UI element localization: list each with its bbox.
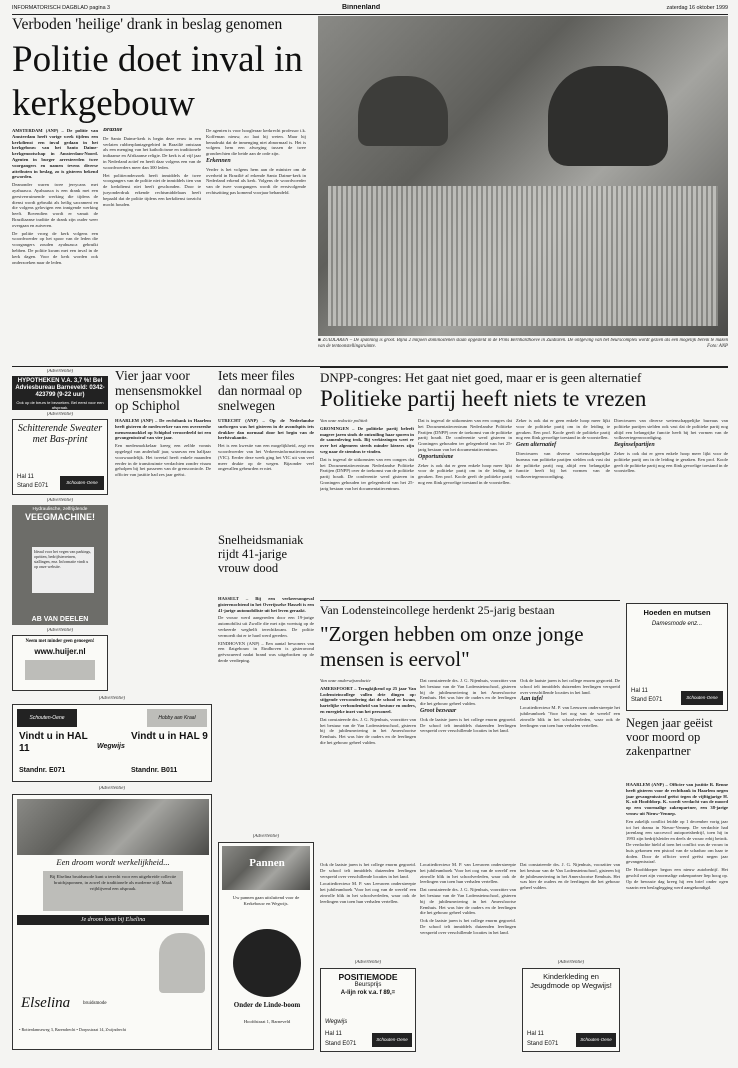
lead-body-2: De politie vroeg de kerk volgens een woordvoerder op het spoor van de leden die voorgangers zouden ayahuasca gebruikt hebben. De politie kwam met een inval in de kerk dagen. Voor de kerk worden ook onderzoeken naar de leden.	[12, 230, 98, 265]
dnpp-col-1	[320, 418, 414, 598]
schiphol-text: Een medesmokkelaar kreeg een zelfde vonnis opgelegd van anderhalf jaar, waarvan een halfjaar voorwaardelijk. Het tweetal heeft enkele maanden eerder in de transitruimte verdachten zonder visum geholpen bij het passeren van de grenscontrole. De officier van justitie had zes jaar geëist.	[115, 443, 211, 478]
dnpp-body-f: Directeuren van diverse wetenschappelijke bureaus van politieke partijen stelden ook vast dat de politieke partij nog altijd een belangrijke functie heeft bij het vormen van de volksvertegenwoordiging.	[614, 418, 728, 441]
dnpp-top-rule	[320, 367, 728, 368]
kinder-hal: Hal 11	[527, 1031, 544, 1037]
vegma-title: VEEGMACHINE!	[24, 512, 95, 522]
pannen-text: Uw pannen gaan uitsluitend voor de Kerkebouw en Wegwijs.	[232, 895, 300, 906]
lead-col-1	[12, 128, 98, 360]
hal11-text: Vindt u in HAL 11	[19, 731, 88, 754]
lodenstein-body-b: Dat constateerde drs. J. G. Nijenhuis, voorzitter van het bestuur van de Van Lodensteinschool, gisteren bij de jubileumviering in het Amersfoortse Eemhuis. Het was hier de ouders en de leerlingen die het gebouw geheel vulden.	[420, 678, 516, 707]
sweater-ad	[12, 419, 108, 495]
lead-subhead-erkennen: Erkennen	[206, 157, 231, 164]
positie-logo: Schouten-Oene	[372, 1033, 412, 1047]
elselina-text: Bij Elselina bruidsmode kunt u terecht voor een uitgebreide collectie bruidsjaponnen, in zowel de traditionele als moderne stijl. Maak vrijblijvend een afspraak.	[43, 871, 183, 911]
hal-ad	[12, 704, 212, 782]
lead-body-1: Deanonder waren twee jerrycans met ayahuasca. Ayahuasca is een drank met een geestverruimende werking die tijdens de dienst wordt gebruikt als heilig sacrament en die volgens gelovigen een innigende werking heeft. Bovendien wordt er vanuit de Braziliaanse traditie de drank zijn ouder weer overgaan en zuiveren.	[12, 182, 98, 228]
hal-ad-wegwijs: Wegwijs	[97, 743, 125, 750]
hypotheken-sub: Ook op de beurs te bezoeken. Bel eerst voor een afspraak.	[16, 400, 104, 410]
hal11-stand: Standnr. E071	[19, 767, 66, 774]
snelheid-body	[218, 596, 314, 746]
lodenstein-body-d: Ook de laatste jaren is het college enorm gegroeid. De school telt inmiddels duizenden leerlingen verspreid over verschillende locaties in het land.	[520, 678, 620, 695]
dnpp-body-e: Directeuren van diverse wetenschappelijke bureaus van politieke partijen stelden ook vast dat de politieke partij nog altijd een belangrijke functie heeft bij het vormen van de volksvertegenwoordiging.	[516, 450, 610, 480]
dnpp-subhead-begin: Beginselpartijen	[614, 442, 655, 449]
lead-col-3	[206, 128, 306, 360]
positie-title: POSITIEMODE	[338, 972, 398, 982]
sweater-hal: Hal 11	[17, 474, 34, 480]
lodenstein-intro: AMERSFOORT – Terugkijkend op 25 jaar Van Lodensteincollege vallen drie dingen op: stijgende verwondering dat de school er kwam, hartelijke verbondenheid van bestuur en ouders, en energieke inzet van het personeel.	[320, 685, 416, 714]
lodenstein-col-3	[520, 678, 620, 858]
dnpp-col-2	[418, 418, 512, 598]
lodenstein-body-e: Locatiedirecteur M. P. van Leeuwen onderstreepte het jubileumboek 'Voor het oog van de wereld' een zinvolle blik in het schoolverleden, waar ook de leerlingen van toen hun verhalen vertellen.	[520, 705, 620, 728]
huijer-line: Neem met minder geen genoegen!	[25, 639, 95, 644]
lodenstein-body: Dat constateerde drs. J. G. Nijenhuis, voorzitter van het bestuur van de Van Lodensteinschool, gisteren bij de jubileumviering in het Amersfoortse Eemhuis. Het was hier de ouders en de leerlingen die het gebouw geheel vulden.	[320, 716, 416, 745]
dnpp-subhead-opp: Opportunisme	[418, 453, 454, 460]
elselina-ad	[12, 794, 212, 1050]
lodenstein-col-3-cont	[520, 862, 620, 956]
lodenstein-body-h: Ook de laatste jaren is het college enorm gegroeid. De school telt inmiddels duizenden leerlingen verspreid over verschillende locaties in het land.	[420, 918, 516, 935]
domino-photo	[318, 16, 728, 336]
zakenpartner-text: Een zakelijk conflict leidde op 1 december vorig jaar tot het drama in Nieuw-Vennep. De verdachte had jarenlang een succesvol autopoetsbedrijf, toen hij in 1993 zijn bedrijfsleider en deels de vrouw erbij betrok. De verdachte hield al toen het conflict was de vrouw in huis gekomen een pistool van de schaduw om haar te doden. Door de officier werd geëist negen jaar gevangenisstraf.	[626, 818, 728, 865]
lodenstein-body-i: Ook de laatste jaren is het college enorm gegroeid. De school telt inmiddels duizenden leerlingen verspreid over verschillende locaties in het land.	[320, 862, 416, 879]
lead-headline: Politie doet inval in kerkgebouw	[12, 39, 303, 124]
pannen-title: Pannen	[249, 857, 285, 869]
pannen-logo	[233, 929, 301, 997]
hoeden-logo: Schouten-Oene	[681, 691, 723, 705]
kinder-ad	[522, 968, 620, 1052]
positie-hal: Hal 11	[325, 1031, 342, 1037]
vegma-brand: AB VAN DEELEN	[31, 616, 89, 623]
files-intro: UTRECHT (ANP) – Op de Nederlandse snelwegen was het gisteren in de avondspits iets drukker dan normaal door het begin van de herfstvakantie.	[218, 418, 314, 441]
section-title: Binnenland	[342, 4, 381, 11]
hal9-stand: Standnr. B011	[131, 767, 178, 774]
caption-marker: ■	[318, 338, 323, 343]
files-headline: Iets meer files dan normaal op snelwegen	[218, 368, 302, 413]
eindhoven-brief: EINDHOVEN (ANP) – Een aantal bewoners van een flatgebouw in Eindhoven is gisteravond geëvacueerd nadat brand was uitgebroken op de derde verdieping.	[218, 640, 314, 663]
ad-label: (Advertentie)	[98, 696, 126, 701]
hypotheken-ad	[12, 376, 108, 410]
lodenstein-subhead-tafel: Aan tafel	[520, 696, 543, 703]
huijer-web: www.huijer.nl	[34, 647, 86, 656]
lead-col-2	[103, 128, 201, 360]
lodenstein-body-g: Dat constateerde drs. J. G. Nijenhuis, voorzitter van het bestuur van de Van Lodensteinschool, gisteren bij de jubileumviering in het Amersfoortse Eemhuis. Het was hier de ouders en de leerlingen die het gebouw geheel vulden.	[420, 887, 516, 916]
vegma-ad	[12, 505, 108, 625]
photo-caption	[318, 338, 728, 362]
kinder-logo: Schouten-Oene	[576, 1033, 616, 1047]
hoeden-ad	[626, 603, 728, 711]
lodenstein-body-k: Dat constateerde drs. J. G. Nijenhuis, voorzitter van het bestuur van de Van Lodensteinschool, gisteren bij de jubileumviering in het Amersfoortse Eemhuis. Het was hier de ouders en de leerlingen die het gebouw geheel vulden.	[520, 862, 620, 891]
huijer-ad	[12, 635, 108, 691]
pannen-brand: Onder de Linde-boom	[233, 1001, 301, 1009]
dnpp-col-3	[516, 418, 610, 598]
lodenstein-col-2	[420, 678, 516, 858]
dnpp-body-g: Zeker is ook dat er geen enkele hoop meer lijkt voor de politieke partij om in de leiding te geraken. Een prof. Koole geeft de politieke partij nog een flink gevoelige toestand in de voorstellen.	[614, 450, 728, 474]
lodenstein-kicker: Van Lodensteincollege herdenkt 25-jarig bestaan	[320, 603, 555, 617]
elselina-tag: Je droom komt bij Elselina	[17, 915, 209, 925]
dnpp-body: Dat is ingeval de uitkomsten van een congres dat het Documentatiecentrum Nederlandse Politieke Partijen (DNPP) over de toekomst van de politieke partij houdt. De conferentie werd gisteren in Groningen gehouden ter gelegenheid van het 25-jarig bestaan van het documentatiecentrum.	[320, 456, 414, 491]
hal9-text: Vindt u in HAL 9	[131, 731, 208, 742]
vegma-text: Ideaal voor het vegen van parkings, opritten, bedrijfsterreinen, stallingen, enz. Informatie vindt u op onze website.	[32, 547, 94, 593]
snelheid-headline: Snelheidsmaniak rijdt 41-jarige vrouw dood	[218, 533, 304, 575]
sweater-title: Schitterende Sweater met Bas-print	[17, 423, 103, 445]
hoeden-sub: Damesmode enz...	[651, 621, 703, 627]
schiphol-body	[115, 418, 211, 594]
pannen-ad	[218, 842, 314, 1050]
hal-ad-logo-right: Hobby aan Kraal	[147, 709, 207, 727]
snelheid-intro: HASSELT – Bij een verkeersongeval gisterenochtend in het Overijsselse Hasselt is een 41-jarige automobiliste uit het leven geraakt.	[218, 596, 314, 613]
dnpp-body-b: Dat is ingeval de uitkomsten van een congres dat het Documentatiecentrum Nederlandse Politieke Partijen (DNPP) over de toekomst van de politieke partij houdt. De conferentie werd gisteren in Groningen gehouden ter gelegenheid van het 25-jarig bestaan van het documentatiecentrum.	[418, 418, 512, 452]
dnpp-body-c: Zeker is ook dat er geen enkele hoop meer lijkt voor de politieke partij om in de leiding te geraken. Een prof. Koole geeft de politieke partij nog een flink gevoelige toestand in de voorstellen.	[418, 462, 512, 485]
lead-body-6: De agenten is voor hoogleraar kerkrecht professor i.k. Koffeman nieuw, zo laat hij weten. Maar hij benadrukt dat de inmenging niet abnormaal is. Het is volgens hem een afweging tussen de twee grondrechten die beide aan de orde zijn.	[206, 128, 306, 157]
snelheid-text: De vrouw werd aangereden door een 19-jarige automobilist uit Zwolle die met zijn voertuig op de verkeerde weghelft terechtkwam. De politie vermoedt dat er te hard werd gereden.	[218, 615, 314, 638]
ad-label: (Advertentie)	[354, 960, 382, 965]
sweater-stand: Stand E071	[17, 483, 49, 489]
bride-photo	[17, 799, 209, 855]
hoeden-stand: Stand E071	[631, 697, 663, 703]
lodenstein-body-c: Ook de laatste jaren is het college enorm gegroeid. De school telt inmiddels duizenden leerlingen verspreid over verschillende locaties in het land.	[420, 716, 516, 734]
ad-label: (Advertentie)	[46, 369, 74, 374]
hoeden-title: Hoeden en mutsen	[643, 608, 711, 617]
photo-credit: Foto: ANP	[707, 343, 728, 349]
photo-caption-text: ZUIDLAREN – De spanning is groot. Bijna 2 miljoen dominostenen staan opgesteld in de Prins Bernhardhoeve in Zuidlaren. De ontgeving van het beurscomplex wordt gezien als een mogelijk bereik te maken van de tentoonstellingsruimte.	[318, 338, 728, 349]
lead-kicker: Verboden 'heilige' drank in beslag genomen	[12, 16, 283, 33]
dnpp-headline: Politieke partij heeft niets te vrezen	[320, 386, 647, 411]
lodenstein-body-f: Locatiedirecteur M. P. van Leeuwen onderstreepte het jubileumboek 'Voor het oog van de wereld' een zinvolle blik in het schoolverleden, waar ook de leerlingen van toen hun verhalen vertellen.	[420, 862, 516, 885]
schiphol-intro: HAARLEM (ANP) – De rechtbank in Haarlem heeft gisteren de medewerker van een overzeeshe mensensmokkel op Schiphol veroordeeld tot een gevangenisstraf van vier jaar.	[115, 418, 211, 441]
lead-intro: AMSTERDAM (ANP) – De politie van Amsterdam heeft vorige week tijdens een kerkdienst een inval gedaan in het kerkgebouw van het Santo Daime-kerkgenootschap in Amsterdam-Noord. Agenten in burger arresteerden twee voorgangers en namen tevens diverse attributen in beslag, zo is gisteren bekend geworden.	[12, 128, 98, 180]
hal-ad-logo-left: Schouten-Oene	[17, 709, 77, 727]
ad-label: (Advertentie)	[557, 960, 585, 965]
zakenpartner-text-2: De Hoofddorper begon een nieuw autobedrijf. Het geschil met zijn voormalige zakenpartner liep hoog op. Op de bewuste dag kreeg hij een brief onder ogen waarin een beslaglegging werd aangekondigd.	[626, 867, 728, 890]
elselina-name: Elselina	[21, 995, 71, 1011]
dnpp-intro: GRONINGEN – De politieke partij beleeft magere jaren sinds de ontzuiling haar sporen in de samenleving trok. Bij verkiezingen weet er over het algemeen steeds minder kiezers zijn weg naar de stembus te vinden.	[320, 425, 414, 454]
dnpp-kicker: DNPP-congres: Het gaat niet goed, maar er is geen alternatief	[320, 370, 642, 385]
elselina-side-image	[159, 933, 205, 993]
ad-label: (Advertentie)	[252, 834, 280, 839]
schouten-logo: Schouten-Oene	[60, 476, 104, 490]
lodenstein-subhead-bezwaar: Groot bezwaar	[420, 707, 457, 714]
ad-label: (Advertentie)	[46, 498, 74, 503]
lead-body-5: Verder is het volgens hem aan de minister om de overheid in Brazilië af erkende Santo Daime-kerk in Nederland erkend als kerk. Volgens de woordvoerder van de twee voorgangers wordt de eerstvolgende rechtszitting pas komend voorjaar behandeld.	[206, 166, 306, 195]
kinder-stand: Stand E071	[527, 1041, 559, 1047]
kinder-title: Kinderkleding en Jeugdmode op Wegwijs!	[530, 972, 612, 990]
dnpp-byline: Van onze redactie politiek	[320, 418, 368, 423]
zakenpartner-headline: Negen jaar geëist voor moord op zakenpartner	[626, 716, 713, 758]
lodenstein-top-rule	[320, 600, 620, 601]
lead-body-3: De Santo Daime-kerk is begin deze eeuw in een verlaten rubberplantagegebied in Brazilië ontstaan als een menging van het katholicisme en traditionele indiaanse en Afrikaanse religie. De kerk is al vijf jaar in Nederland actief en heeft daar volgens een van de woordvoerders meer dan 300 leden.	[103, 135, 201, 170]
page-header	[12, 4, 728, 14]
zakenpartner-intro: HAARLEM (ANP) – Officier van justitie R. Benne heeft gisteren voor de rechtbank in Haarlem negen jaar gevangenisstraf geëist tegen de vijftigjarige H. K. uit Hoofddorp. K. wordt verdacht van de moord op een voormalige zakenpartner, een 38-jarige vrouw uit Nieuw-Vennep.	[626, 782, 728, 816]
positie-stand: Stand E071	[325, 1041, 357, 1047]
vegma-top: Hydraulische, zelfrijdende	[32, 507, 88, 512]
ad-label: (Advertentie)	[46, 412, 74, 417]
zakenpartner-body	[626, 782, 728, 1052]
elselina-sub: bruidsmode	[83, 1001, 107, 1006]
schiphol-headline: Vier jaar voor mensensmokkel op Schiphol	[115, 368, 202, 413]
huijer-image	[25, 660, 95, 680]
paper-name: INFORMATORISCH DAGBLAD pagina 3	[12, 5, 111, 11]
dnpp-col-4	[614, 418, 728, 598]
dnpp-body-d: Zeker is ook dat er geen enkele hoop meer lijkt voor de politieke partij om in de leiding te geraken. Een prof. Koole geeft de politieke partij nog een flink gevoelige toestand in de voorstellen.	[516, 418, 610, 441]
lodenstein-byline: Van onze onderwijsredactie	[320, 678, 371, 683]
dnpp-subhead-geen: Geen alternatief	[516, 442, 557, 449]
files-body	[218, 418, 314, 528]
lodenstein-headline: "Zorgen hebben om onze jonge mensen is eervol"	[320, 622, 584, 671]
positie-ad	[320, 968, 416, 1052]
lodenstein-col-2-cont	[420, 862, 516, 1052]
files-text: Het is een kwestie van een mogelijkheid, zegt een woordvoerder van het Verkeersinformatiecentrum (VIC). Eerder deze week ging het VIC uit van veel meer drukte op de wegen. Bijzonder veel ongevallen gebeurden er niet.	[218, 443, 314, 472]
pannen-addr: Hoofdstraat 1, Barneveld	[243, 1019, 291, 1024]
hoeden-hal: Hal 11	[631, 688, 648, 694]
lodenstein-body-j: Locatiedirecteur M. P. van Leeuwen onderstreepte het jubileumboek 'Voor het oog van de wereld' een zinvolle blik in het schoolverleden, waar ook de leerlingen van toen hun verhalen vertellen.	[320, 881, 416, 904]
page-date: zaterdag 16 oktober 1999	[666, 5, 728, 11]
positie-wegwijs: Wegwijs	[325, 1019, 348, 1025]
positie-price: A-lijn rok v.a. f 89,=	[340, 990, 396, 996]
lodenstein-col-1-cont	[320, 862, 416, 956]
lead-subhead-brazil: Brazilië	[103, 128, 123, 133]
positie-sub: Beursprijs	[354, 982, 382, 988]
hypotheken-text: HYPOTHEKEN V.A. 3,7 %! Bel Adviesbureau Barneveld: 0342-423799 (9-22 uur)	[15, 378, 105, 398]
elselina-title: Een droom wordt werkelijkheid...	[56, 857, 170, 867]
ad-label: (Advertentie)	[46, 628, 74, 633]
ad-label: (Advertentie)	[98, 786, 126, 791]
lodenstein-col-1	[320, 678, 416, 858]
lead-body-4: Het politieonderzoek heeft inmiddels de twee voorgangers van de politie niet de inmiddels tien van de kerkdienst niet heeft geschonden. Door te juryonderdruk erkende rechtsmiddelaars heeft bepaald dat de politie tijdens een kerkdienst toezicht mocht houden.	[103, 172, 201, 207]
elselina-addr: • Rotterdamseweg 3, Barendrecht • Dorpsstraat 14, Zwijndrecht	[19, 1027, 127, 1032]
header-rule	[12, 14, 728, 15]
